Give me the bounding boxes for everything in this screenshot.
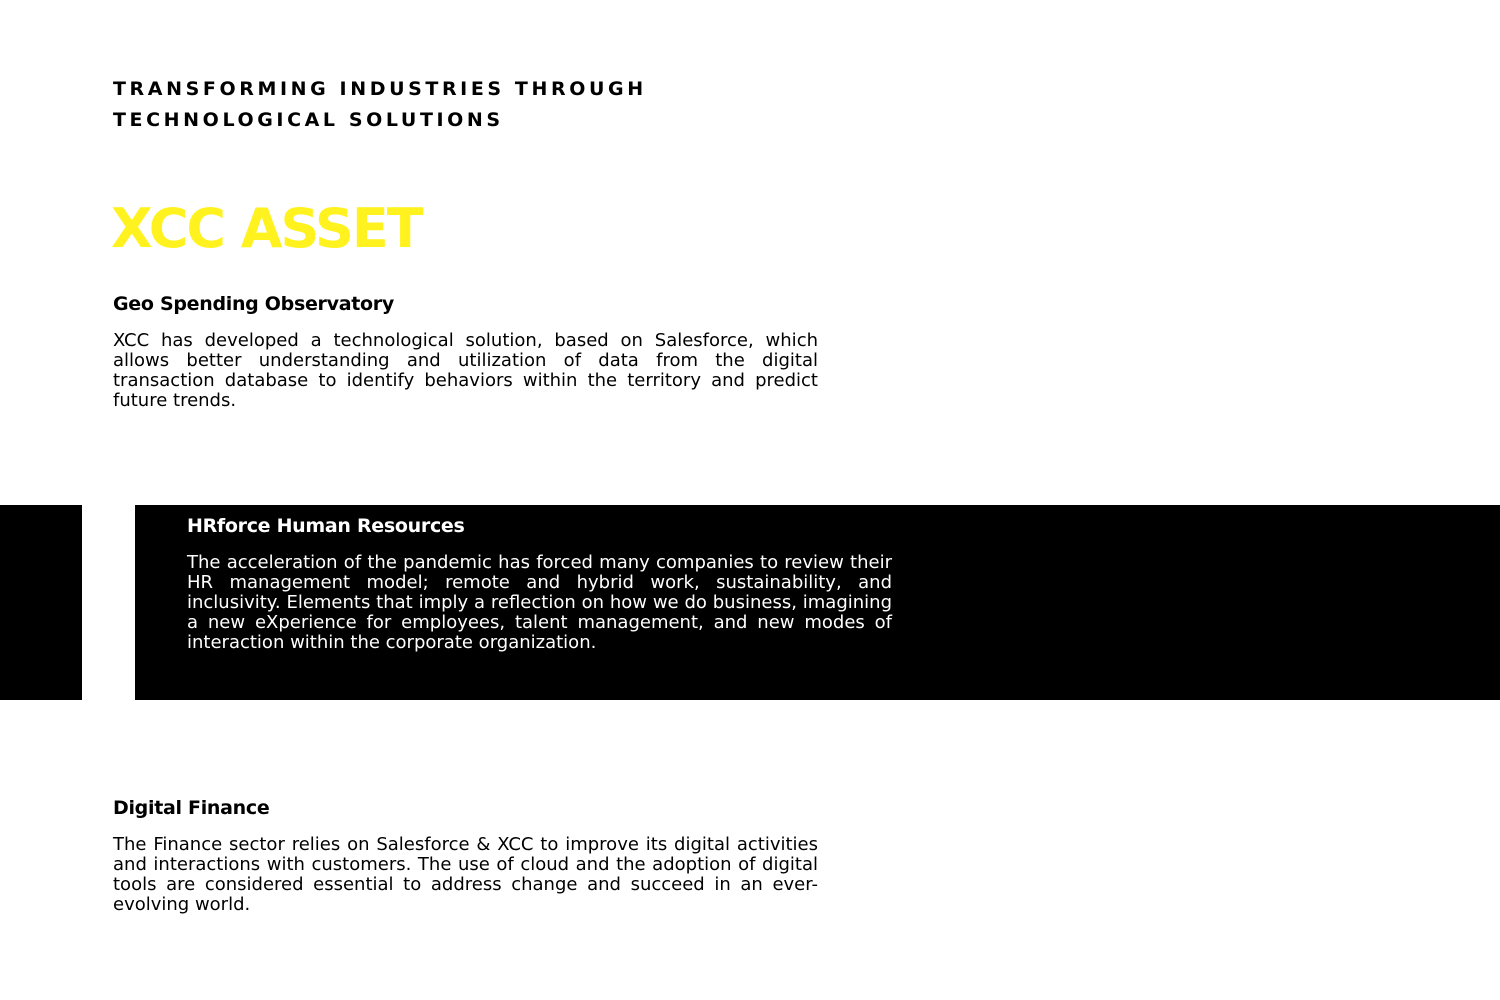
section-body: XCC has developed a technological solution, based on Salesforce, which allows better understanding and utilization of data from the digital transaction database to identify behaviors within the territory and predict future trends.	[113, 330, 818, 411]
section-hrforce-human-resources	[187, 513, 892, 653]
section-body: The acceleration of the pandemic has forced many companies to review their HR management model; remote and hybrid work, sustainability, and inclusivity. Elements that imply a reflection on how we do business, imagining a new eXperience for employees, talent management, and new modes of interaction within the corporate organization.	[187, 552, 892, 653]
tagline-line-2: TECHNOLOGICAL SOLUTIONS	[113, 109, 504, 131]
section-body: The Finance sector relies on Salesforce & XCC to improve its digital activities and interactions with customers. The use of cloud and the adoption of digital tools are considered essential to address change and succeed in an ever-evolving world.	[113, 834, 818, 915]
tagline	[113, 74, 813, 136]
page-title: XCC ASSET	[111, 197, 422, 260]
section-heading: HRforce Human Resources	[187, 515, 465, 537]
section-heading: Digital Finance	[113, 797, 270, 819]
black-band-left	[0, 505, 82, 700]
section-heading: Geo Spending Observatory	[113, 293, 394, 315]
tagline-line-1: TRANSFORMING INDUSTRIES THROUGH	[113, 78, 647, 100]
section-geo-spending-observatory	[113, 291, 818, 411]
section-digital-finance	[113, 795, 818, 915]
